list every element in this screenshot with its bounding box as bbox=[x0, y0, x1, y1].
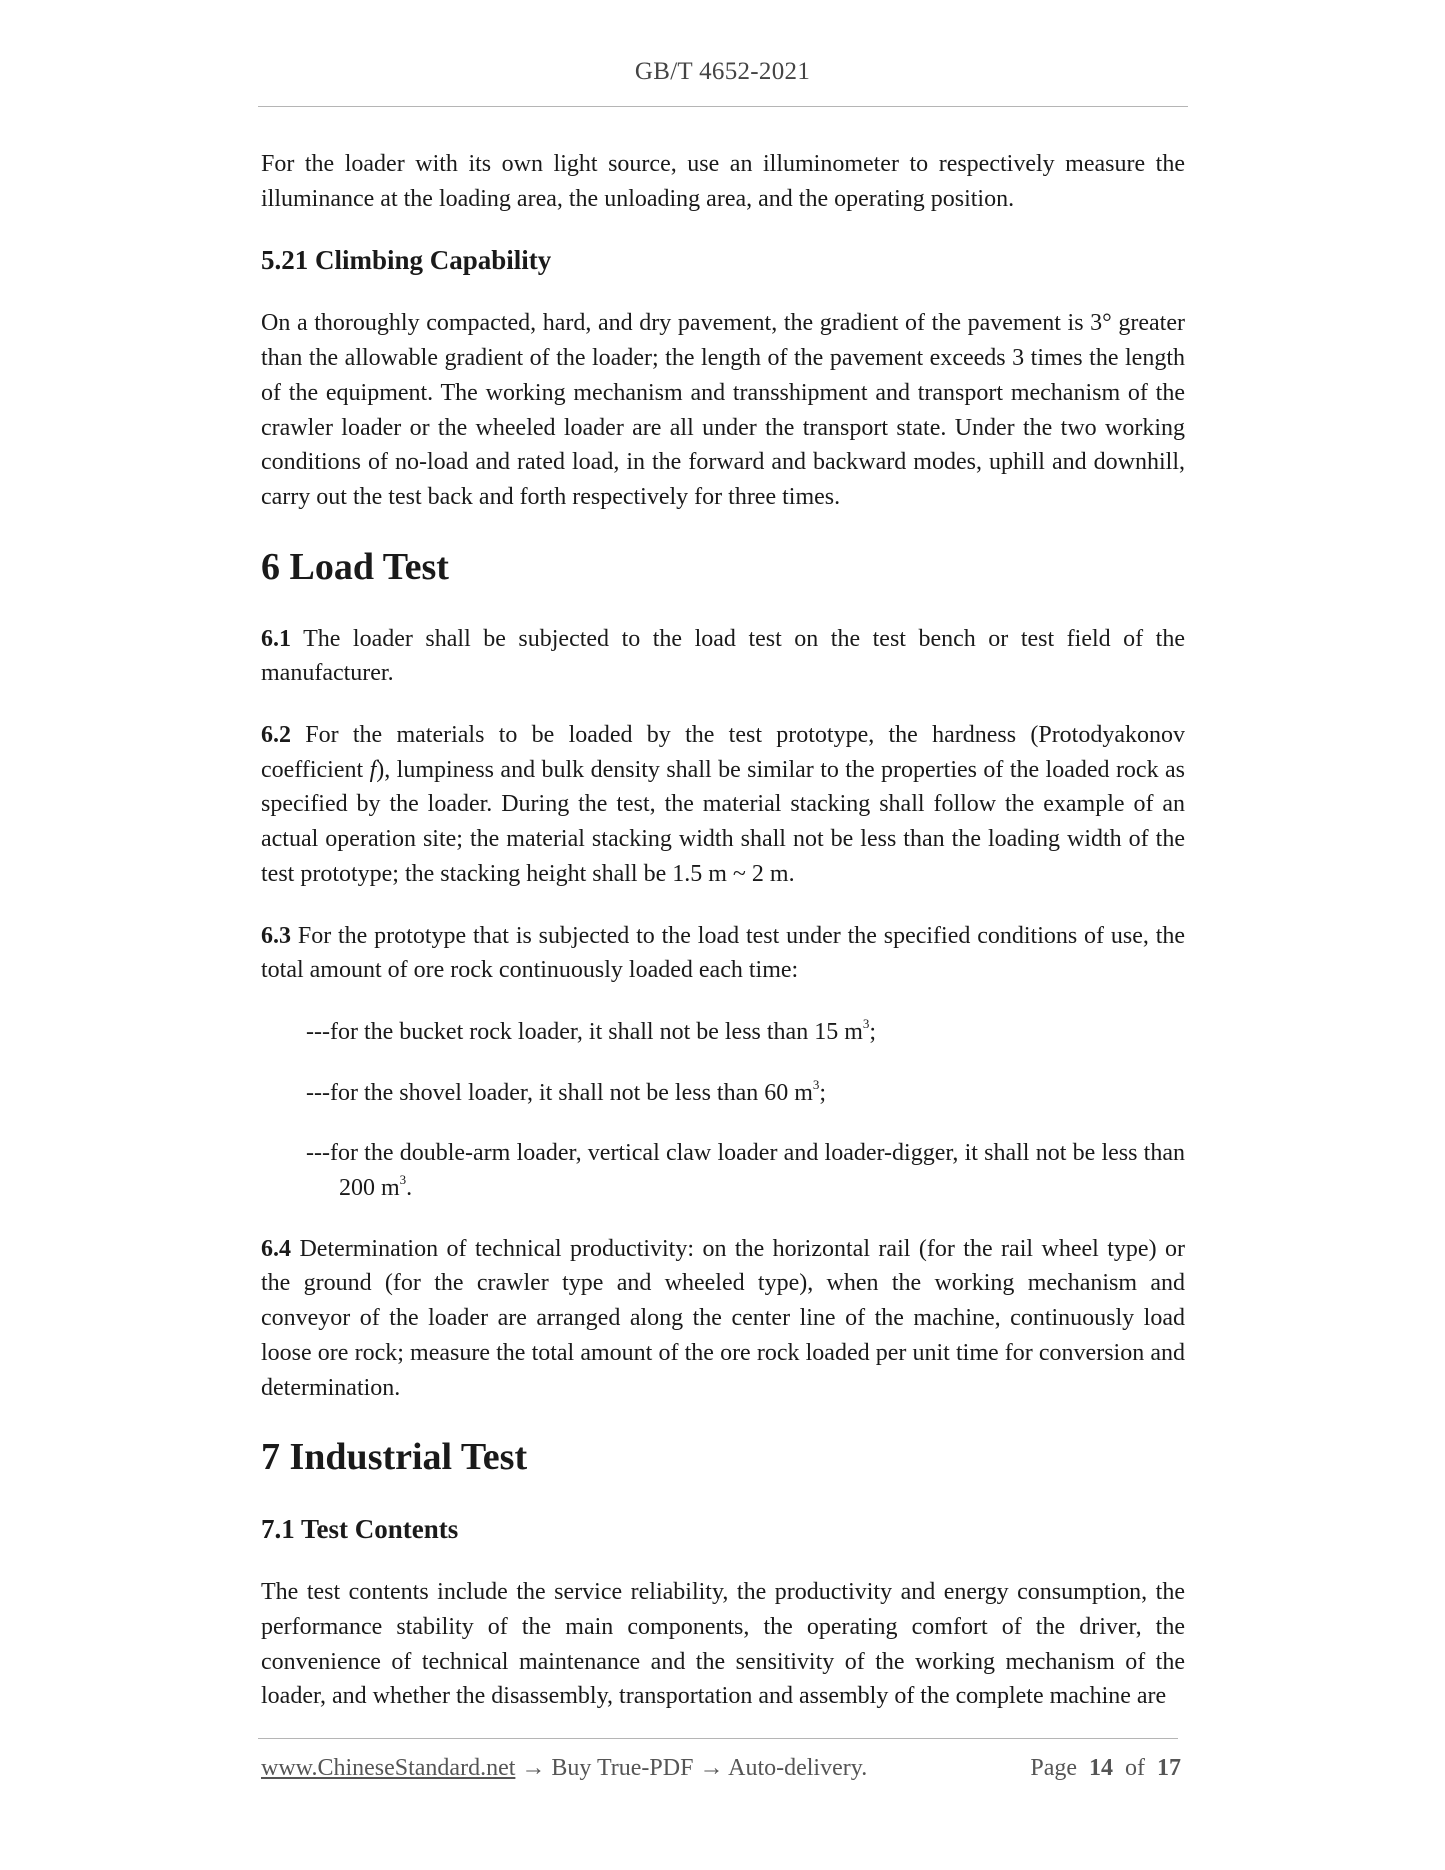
list-item: ---for the shovel loader, it shall not be less than 60 $m^3$; bbox=[306, 1076, 827, 1106]
superscript: 3 bbox=[862, 1015, 870, 1031]
superscript: 3 bbox=[399, 1172, 407, 1188]
list-item: ---for the double-arm loader, vertical claw loader and loader-digger, it shall not be less than 200 $m^3$. bbox=[306, 1140, 1185, 1202]
clause-number: 6.2 bbox=[261, 722, 291, 749]
intro-paragraph: For the loader with its own light source, use an illuminometer to respectively measure the illuminance at the loading area, the unloading area, and the operating position. bbox=[261, 151, 1185, 212]
list-item: ---for the bucket rock loader, it shall not be less than 15 $m^3$; bbox=[306, 1015, 877, 1045]
clause-6-2 bbox=[261, 718, 1185, 892]
clause-number: 6.3 bbox=[261, 922, 291, 949]
page-indicator: Page 14 of 17 bbox=[1030, 1755, 1181, 1781]
footer-promo-text: → Buy True-PDF → Auto-delivery. bbox=[515, 1755, 868, 1781]
clause-text: Determination of technical productivity: on the horizontal rail (for the rail wheel type) or the ground (for the crawler type and wheeled type), when the working mechanism and conveyor of the loader are arranged along the center line of the machine, continuously load loose ore rock; measure the total amount of the ore rock loaded per unit time for conversion and determination. bbox=[261, 1235, 1185, 1401]
clause-text: For the prototype that is subjected to the load test under the specified conditions of use, the total amount of ore rock continuously loaded each time: bbox=[261, 922, 1186, 984]
section-5-21-text: On a thoroughly compacted, hard, and dry pavement, the gradient of the pavement is 3° greater than the allowable gradient of the loader; the length of the pavement exceeds 3 times the length of the equipment. The working mechanism and transshipment and transport mechanism of the crawler loader or the wheeled loader are all under the transport state. Under the two working conditions of no-load and rated load, in the forward and backward modes, uphill and downhill, carry out the test back and forth respectively for three times. bbox=[261, 310, 1185, 510]
website-link[interactable]: www.ChineseStandard.net bbox=[261, 1755, 516, 1781]
current-page: 14 bbox=[1089, 1755, 1113, 1781]
section-6-heading: 6 Load Test bbox=[261, 545, 449, 588]
section-7-1-text: The test contents include the service reliability, the productivity and energy consumption, the performance stability of the main components, the operating comfort of the driver, the convenience of technical maintenance and the sensitivity of the working mechanism of the loader, and whether the disassembly, transportation and assembly of the complete machine are bbox=[261, 1579, 1185, 1710]
footer-promo bbox=[261, 1755, 867, 1782]
coefficient-symbol: f bbox=[369, 756, 377, 783]
superscript: 3 bbox=[812, 1076, 820, 1092]
clause-6-4 bbox=[261, 1232, 1185, 1406]
clause-text-b: ), lumpiness and bulk density shall be similar to the properties of the loaded rock as specified by the loader. During the test, the material stacking shall follow the example of an actual operation site; the material stacking width shall not be less than the loading width of the test prototype; the stacking height shall be 1.5 m ~ 2 m. bbox=[261, 756, 1185, 887]
document-header-title: GB/T 4652-2021 bbox=[634, 58, 811, 85]
clause-6-1 bbox=[261, 622, 1185, 691]
section-5-21-heading: 5.21 Climbing Capability bbox=[261, 245, 552, 276]
clause-number: 6.4 bbox=[261, 1235, 291, 1262]
clause-6-3 bbox=[261, 919, 1185, 988]
clause-text-a: For the materials to be loaded by the test prototype, the hardness (Protodyakonov coefficient bbox=[261, 722, 1186, 783]
footer-divider bbox=[258, 1738, 1178, 1739]
section-7-1-heading: 7.1 Test Contents bbox=[261, 1514, 459, 1545]
clause-number: 6.1 bbox=[261, 625, 291, 652]
total-pages: 17 bbox=[1157, 1755, 1181, 1781]
header-divider bbox=[258, 106, 1188, 107]
clause-text: The loader shall be subjected to the load test on the test bench or test field of the manufacturer. bbox=[261, 625, 1185, 687]
section-7-heading: 7 Industrial Test bbox=[261, 1436, 528, 1479]
page-content bbox=[261, 147, 1185, 1714]
